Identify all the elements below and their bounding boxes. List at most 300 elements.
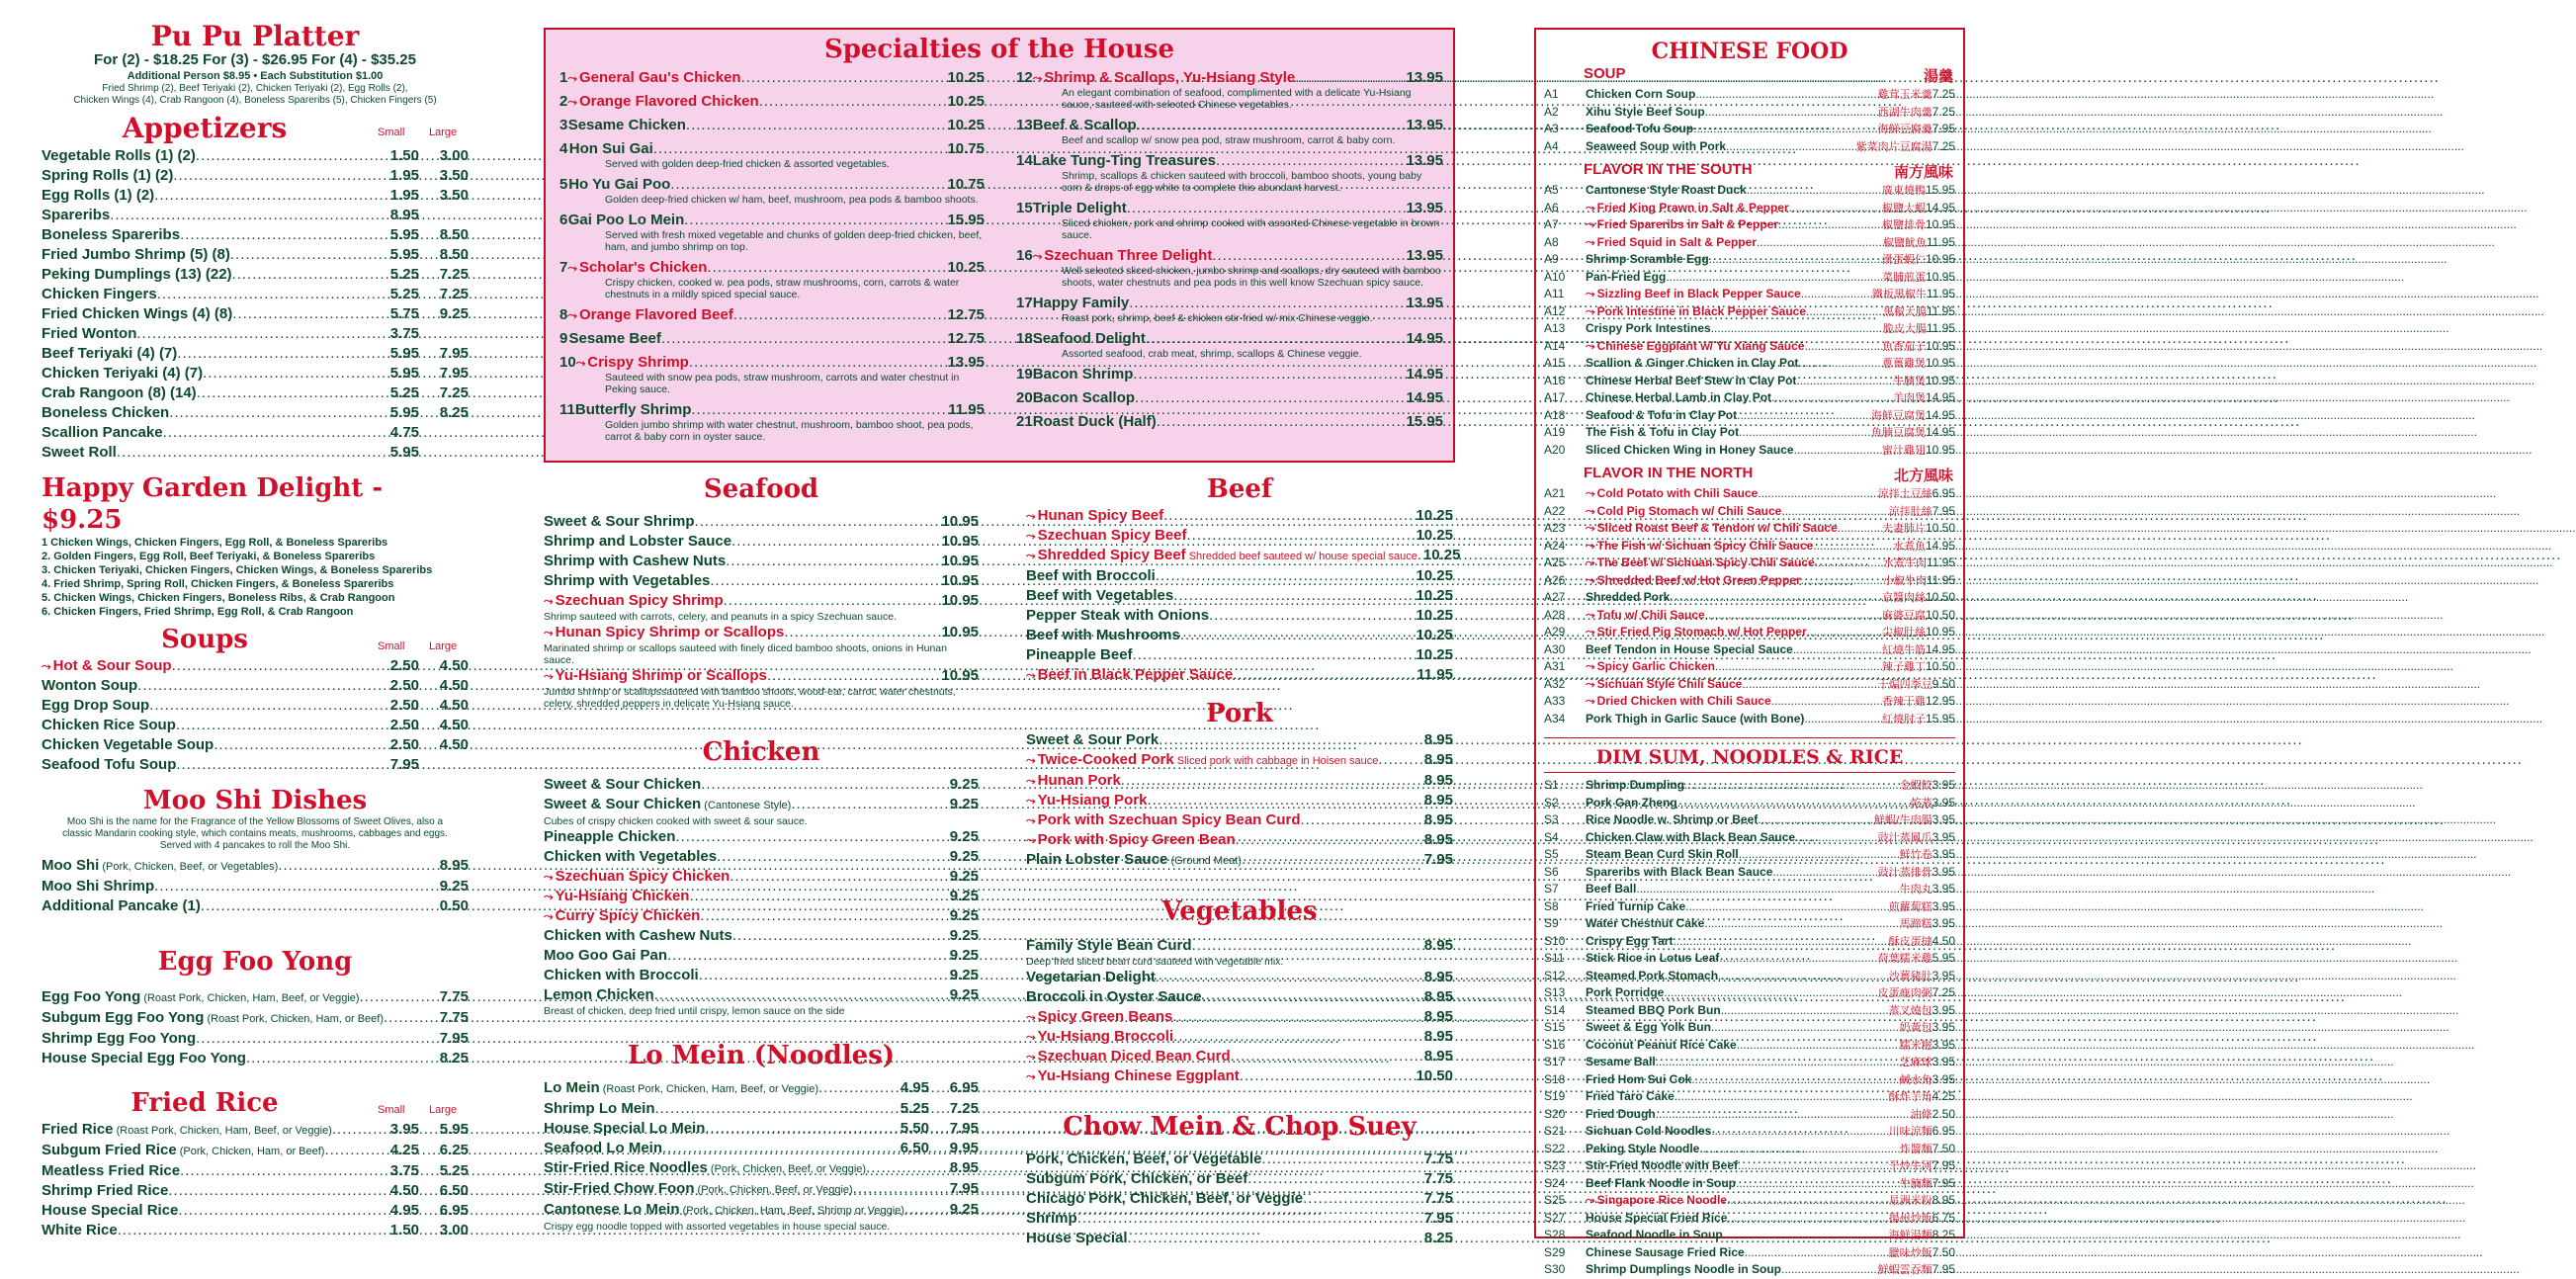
menu-item-row: [1544, 607, 1955, 625]
item-name-text: Orange Flavored Chicken: [578, 93, 759, 110]
item-code: A1: [1544, 87, 1559, 101]
item-name-text: Hunan Spicy Beef: [1037, 507, 1164, 524]
leader-dots: [1721, 1002, 1887, 1019]
item-name-text: Steamed Pork Stomach: [1586, 968, 1719, 982]
item-name-text: Beef with Mushrooms: [1026, 627, 1180, 643]
item-chinese-name: 水煮魚: [1892, 539, 1926, 553]
item-price: 10.95: [1925, 269, 1955, 284]
item-price: 10.95: [1925, 252, 1955, 266]
leader-dots: [667, 946, 950, 966]
menu-item-row: [1026, 1169, 1453, 1189]
item-price-small: 1.95: [389, 167, 419, 184]
leader-dots: [110, 206, 390, 225]
chinese-food-box: [1534, 28, 1965, 1276]
item-price-small: 5.25: [389, 266, 419, 283]
menu-item-row: [544, 571, 979, 591]
menu-item-row: [544, 623, 979, 642]
item-name-text: Beef in Black Pepper Sauce: [1037, 666, 1234, 683]
item-price-large: 6.50: [439, 1182, 469, 1199]
item-name: [1586, 138, 1726, 155]
item-name-text: Steam Bean Curd Skin Roll: [1586, 847, 1739, 861]
item-price: 12.75: [947, 306, 985, 323]
menu-item-row: [42, 755, 469, 775]
vegetables-title: Vegetables: [1161, 896, 1318, 926]
leader-dots: [1711, 1123, 1886, 1140]
leader-dots: [1192, 936, 1424, 956]
leader-dots: [136, 324, 389, 344]
item-name-text: Shrimp Scramble Egg: [1586, 252, 1709, 266]
menu-item-row: [42, 166, 469, 186]
item-name: [42, 856, 278, 877]
leader-dots: [118, 1221, 390, 1240]
item-chinese-name: 芝麻球: [1899, 1056, 1932, 1068]
item-price: 10.95: [941, 624, 979, 640]
item-chinese-name: 奶黃包: [1899, 1021, 1932, 1034]
item-price: 10.25: [1416, 507, 1453, 524]
item-name-text: Shrimp: [1026, 1210, 1077, 1227]
item-price: 8.25: [1423, 1230, 1453, 1246]
item-description: Golden jumbo shrimp with water chestnut, mushroom, bamboo shoot, pea pods, carrot & baby corn in oyster sauce.: [605, 419, 974, 443]
item-name: [1026, 968, 1156, 987]
item-code: A12: [1544, 303, 1566, 318]
item-name-text: Butterfly Shrimp: [574, 401, 692, 418]
item-code: S5: [1544, 847, 1559, 861]
item-price-small: 5.25: [900, 1100, 929, 1117]
leader-dots: [1159, 730, 1424, 750]
item-name: [1586, 286, 1801, 302]
item-description: Well selected sliced chicken, jumbo shrimp and scallops, dry sauteed with bamboo shoots, water chestnuts and pea pods in this well know Szechuan spicy sauce.: [1062, 265, 1441, 289]
leader-dots: [707, 259, 947, 277]
item-name-text: The Fish & Tofu in Clay Pot: [1586, 425, 1740, 439]
item-name-text: Crispy Shrimp: [587, 354, 689, 371]
leader-dots: [117, 443, 390, 463]
chili-pepper-icon: ⤳: [1026, 529, 1036, 543]
item-note: (Pork, Chicken, Beef, or Veggie): [707, 1163, 867, 1175]
item-name-text: Shredded Beef w/ Hot Green Pepper: [1596, 572, 1801, 587]
item-name-text: Beef with Broccoli: [1026, 567, 1156, 584]
leader-dots: [1719, 950, 1875, 967]
item-code: A2: [1544, 104, 1559, 119]
leader-dots: [1771, 693, 1880, 710]
leader-dots: [176, 716, 390, 735]
leader-dots: [196, 146, 390, 166]
menu-item-row: [1544, 389, 1955, 407]
item-price-large: 5.25: [439, 1162, 469, 1179]
item-name-text: Spicy Green Beans: [1037, 1008, 1173, 1025]
menu-item-row: [1544, 881, 1955, 898]
chili-pepper-icon: ⤳: [567, 261, 577, 275]
item-name-text: Sesame Chicken: [567, 117, 686, 133]
item-price: 8.95: [439, 857, 469, 874]
beef-list: [1026, 506, 1461, 685]
item-name: [544, 552, 726, 571]
pupu-desc-2: Chicken Wings (4), Crab Rangoon (4), Boneless Spareribs (5), Chicken Fingers (5): [73, 95, 437, 106]
item-name-text: House Special Fried Rice: [1586, 1210, 1728, 1225]
item-price: 13.95: [1406, 117, 1443, 133]
leader-dots: [1147, 791, 1423, 810]
item-name: [1586, 777, 1684, 794]
item-chinese-name: 水煮牛肉: [1882, 556, 1927, 569]
item-price: 4.25: [1932, 1089, 1955, 1103]
item-name-text: Happy Family: [1032, 295, 1130, 311]
item-name: [42, 364, 203, 384]
item-name: [42, 423, 163, 443]
chowmein-title: Chow Mein & Chop Suey: [1063, 1112, 1417, 1142]
item-name-text: Pork Thigh in Garlic Sauce (with Bone): [1586, 711, 1805, 725]
item-name: [1586, 1071, 1691, 1088]
item-price: 13.95: [1406, 247, 1443, 264]
item-name-text: Scholar's Chicken: [578, 259, 708, 276]
item-name: [1586, 407, 1737, 424]
item-price: 5.95: [1932, 951, 1955, 965]
item-name: [568, 117, 686, 134]
item-code: S8: [1544, 898, 1559, 913]
item-name-text: Chicken Rice Soup: [42, 717, 176, 733]
item-name: [42, 676, 137, 696]
menu-item-row: [544, 532, 979, 552]
item-name: [1586, 1192, 1727, 1209]
item-name: [1586, 1123, 1711, 1140]
item-name-text: Chicken with Vegetables: [544, 848, 718, 865]
item-name: [1026, 1189, 1303, 1209]
item-price-large: 8.50: [439, 226, 469, 243]
item-code: S27: [1544, 1210, 1566, 1225]
item-price-small: 5.95: [389, 365, 419, 382]
item-name-text: Additional Pancake (1): [42, 897, 201, 914]
leader-dots: [1804, 711, 1880, 727]
menu-item-row: [42, 443, 469, 463]
leader-dots: [1695, 86, 1875, 103]
item-price: 3.95: [1932, 1037, 1955, 1052]
leader-dots: [384, 1008, 440, 1028]
leader-dots: [1666, 269, 1880, 286]
item-chinese-name: 蔥薑雞煲: [1881, 357, 1926, 370]
chili-pepper-icon: ⤳: [42, 659, 51, 673]
menu-item-row: [1544, 1244, 1955, 1262]
item-name: [42, 1008, 384, 1029]
item-price: 9.25: [949, 828, 979, 845]
chili-pepper-icon: ⤳: [1586, 1193, 1595, 1207]
chili-pepper-icon: ⤳: [544, 909, 554, 923]
leader-dots: [1781, 1261, 1876, 1278]
item-name: [1033, 69, 1296, 87]
menu-item-row: [1026, 1189, 1453, 1209]
item-price: 10.95: [1925, 442, 1955, 457]
menu-item-row: [1016, 389, 1443, 407]
leader-dots: [1711, 1019, 1898, 1036]
chicken-title: Chicken: [702, 737, 820, 767]
item-code: S3: [1544, 812, 1559, 826]
item-price-large: 6.95: [439, 1202, 469, 1219]
leader-dots: [767, 666, 942, 686]
item-price: 12.95: [1925, 694, 1955, 708]
item-price: 10.50: [1416, 1067, 1453, 1084]
appetizers-list: [42, 146, 469, 463]
item-chinese-name: 荷葉糯米雞: [1877, 952, 1932, 965]
chili-pepper-icon: ⤳: [1026, 813, 1036, 827]
item-price: 10.25: [1422, 547, 1461, 563]
item-price: 3.95: [1932, 864, 1955, 879]
leader-dots: [1133, 645, 1417, 665]
menu-item-row: [1544, 1002, 1955, 1020]
chili-pepper-icon: ⤳: [1586, 659, 1595, 673]
leader-dots: [1303, 1189, 1424, 1209]
item-name: [42, 225, 180, 245]
item-name: [1586, 1157, 1738, 1174]
item-price: 13.95: [1406, 200, 1443, 216]
item-price: 3.95: [1932, 1055, 1955, 1068]
item-name: [1026, 830, 1236, 850]
chili-pepper-icon: ⤳: [1026, 668, 1036, 682]
leader-dots: [1739, 846, 1898, 863]
chili-pepper-icon: ⤳: [1026, 753, 1036, 767]
item-name-text: Stir-Fried Rice Noodles: [544, 1159, 708, 1176]
item-note: (Roast Pork, Chicken, Ham, Beef, or Veggie): [599, 1083, 818, 1095]
leader-dots: [675, 827, 949, 847]
item-name: [1026, 1209, 1077, 1229]
column-middle-right: [1026, 472, 1461, 1248]
menu-item-row: [1026, 830, 1453, 850]
item-price: 10.95: [941, 513, 979, 530]
item-name: [1026, 606, 1209, 626]
leader-dots: [759, 93, 948, 111]
menu-item-row: [1544, 138, 1955, 156]
menu-item-row: [1016, 330, 1443, 348]
item-name-text: Seafood Delight: [1032, 330, 1146, 347]
item-name: [544, 1179, 853, 1200]
leader-dots: [1137, 117, 1407, 134]
item-chinese-name: 星洲米粉: [1888, 1194, 1932, 1207]
item-price-large: 4.50: [439, 717, 469, 733]
item-code: A6: [1544, 200, 1559, 214]
item-name-text: Twice-Cooked Pork: [1037, 751, 1174, 768]
item-name-text: Fried Turnip Cake: [1586, 898, 1686, 913]
item-code: S13: [1544, 985, 1566, 999]
item-price: 9.25: [949, 868, 979, 885]
item-name: [544, 591, 724, 611]
leader-dots: [1163, 506, 1416, 526]
item-name-text: Cold Potato with Chili Sauce: [1596, 486, 1759, 500]
item-number: 20: [1016, 389, 1033, 406]
menu-item-row: [1544, 200, 1955, 217]
item-name: [1586, 881, 1636, 897]
item-price: 11.95: [948, 401, 985, 418]
item-name: [42, 285, 157, 304]
item-chinese-name: 牛腩煲: [1892, 374, 1926, 387]
item-code: S20: [1544, 1106, 1566, 1121]
item-chinese-name: 涼拌土豆絲: [1877, 487, 1932, 500]
menu-item-row: [42, 716, 469, 735]
item-chinese-name: 豉汁蒸鳳爪: [1877, 830, 1932, 844]
item-price-large: 7.25: [439, 384, 469, 401]
menu-item-row: [544, 887, 979, 906]
menu-item-row: [1544, 407, 1955, 425]
leader-dots: [230, 245, 390, 265]
chili-pepper-icon: ⤳: [1586, 486, 1595, 500]
pupu-desc-1: Fried Shrimp (2), Beef Teriyaki (2), Chicken Teriyaki (2), Egg Rolls (2),: [102, 83, 408, 94]
item-name: [1026, 506, 1163, 526]
menu-item-row: [1026, 1047, 1453, 1066]
item-name: [1586, 1037, 1737, 1054]
item-name: [1586, 251, 1709, 268]
item-code: A17: [1544, 390, 1566, 404]
item-price-small: 1.50: [389, 1222, 419, 1238]
chowmein-list: [1026, 1150, 1453, 1248]
delight-title: Happy Garden Delight - $9.25: [42, 473, 384, 535]
item-name: [1026, 1169, 1247, 1189]
leader-dots: [1838, 520, 1880, 537]
menu-item-row: [42, 987, 469, 1008]
item-name: [42, 1029, 196, 1049]
item-name: [1586, 898, 1685, 915]
item-chinese-name: 牛腩麵: [1899, 1176, 1932, 1190]
item-name-text: Sweet & Sour Pork: [1026, 731, 1159, 748]
menu-item-row: [42, 225, 469, 245]
menu-item-row: [1026, 850, 1453, 871]
item-name: [42, 1049, 246, 1068]
chili-pepper-icon: ⤳: [1586, 503, 1595, 518]
item-name: [1026, 1066, 1240, 1086]
leader-dots: [332, 1120, 390, 1140]
menu-item-row: [559, 140, 985, 158]
item-price: 9.25: [439, 878, 469, 895]
item-price: 7.25: [1932, 87, 1955, 101]
north-subtitle-zh: 北方風味: [1893, 467, 1953, 484]
item-name: [1586, 200, 1789, 216]
leader-dots: [1715, 658, 1880, 675]
item-price: 6.95: [1932, 1124, 1955, 1138]
leader-dots: [1736, 1175, 1898, 1192]
leader-dots: [1173, 586, 1416, 606]
item-price: 9.25: [949, 927, 979, 944]
delight-combo: 4. Fried Shrimp, Spring Roll, Chicken Fingers, & Boneless Spareribs: [42, 578, 394, 590]
item-price-large: 8.50: [439, 246, 469, 263]
leader-dots: [1815, 554, 1881, 571]
item-name-text: Pork with Spicy Green Bean: [1037, 831, 1236, 848]
menu-item-row: [42, 1141, 469, 1161]
item-name: [1586, 607, 1705, 624]
item-price: 8.95: [1423, 751, 1453, 768]
item-price: 8.95: [1423, 811, 1453, 828]
item-note: (Cantonese Style): [701, 800, 792, 811]
item-name-text: Hon Sui Gai: [568, 140, 653, 157]
item-name: [42, 1181, 168, 1201]
menu-item-row: [1544, 485, 1955, 503]
item-price: 8.95: [1423, 969, 1453, 985]
item-price: 10.25: [1416, 567, 1453, 584]
item-chinese-name: 紅燒肘子: [1881, 712, 1926, 725]
menu-item-row: [1016, 117, 1443, 134]
leader-dots: [1656, 1106, 1909, 1123]
chicken-list: [544, 775, 979, 1017]
item-name: [544, 1078, 818, 1099]
item-price: 10.50: [1925, 659, 1955, 673]
item-name: [1586, 1088, 1674, 1105]
item-name: [42, 344, 177, 364]
item-code: A24: [1544, 538, 1566, 553]
item-price-large: 6.25: [439, 1142, 469, 1158]
item-price-small: 8.95: [389, 207, 419, 223]
item-price: 9.25: [949, 907, 979, 924]
item-price: 12.75: [947, 330, 985, 347]
menu-item-row: [1544, 104, 1955, 122]
item-name: [42, 206, 110, 225]
chinese-north-list: [1536, 485, 1963, 727]
item-price: 7.95: [1423, 851, 1453, 868]
item-name-text: Fried Wonton: [42, 325, 137, 342]
item-price: 14.95: [1406, 389, 1443, 406]
item-name: [42, 265, 232, 285]
item-name: [1586, 121, 1693, 137]
item-name-text: Fried Rice: [42, 1121, 114, 1138]
item-name: [1026, 586, 1173, 606]
item-name: [1026, 791, 1147, 810]
leader-dots: [169, 403, 390, 423]
menu-item-row: [1544, 693, 1955, 711]
menu-item-row: [544, 847, 979, 867]
item-price: 14.95: [1925, 390, 1955, 404]
item-name-text: Spicy Garlic Chicken: [1596, 659, 1715, 673]
column-left: [42, 0, 469, 1240]
item-chinese-name: 羊肉煲: [1892, 391, 1926, 404]
menu-item-row: [42, 1201, 469, 1221]
menu-item-row: [1026, 1209, 1453, 1229]
item-name-text: Crab Rangoon (8) (14): [42, 384, 197, 401]
menu-item-row: [544, 1200, 979, 1221]
leader-dots: [1758, 485, 1875, 502]
item-price: 14.95: [1925, 425, 1955, 439]
item-price: 15.95: [1925, 711, 1955, 725]
chili-pepper-icon: ⤳: [1586, 538, 1595, 553]
item-number: 8: [559, 306, 568, 323]
item-chinese-name: 馬蹄糕: [1899, 917, 1932, 930]
item-name-text: Pork, Chicken, Beef, or Vegetable: [1026, 1151, 1262, 1167]
item-name-text: Peking Dumplings (13) (22): [42, 266, 232, 283]
item-name: [1026, 546, 1417, 566]
item-price: 11.95: [1926, 321, 1955, 335]
item-name: [544, 966, 699, 985]
item-name: [1586, 554, 1815, 571]
item-code: A4: [1544, 138, 1559, 153]
item-name: [544, 1158, 866, 1179]
item-price-small: 6.50: [900, 1140, 929, 1156]
item-name-text: Chicken Corn Soup: [1586, 87, 1696, 101]
item-chinese-name: 酥炸芋角: [1888, 1090, 1932, 1103]
item-name: [1586, 624, 1807, 640]
item-name: [42, 403, 169, 423]
leader-dots: [1146, 330, 1407, 348]
leader-dots: [1172, 1007, 1423, 1027]
item-name-text: Broccoli in Oyster Sauce: [1026, 988, 1202, 1005]
menu-item-row: [1544, 182, 1955, 200]
menu-item-row: [1544, 968, 1955, 985]
item-chinese-name: 尖椒肚絲: [1881, 626, 1926, 639]
item-code: A3: [1544, 122, 1559, 135]
item-name: [1586, 104, 1705, 121]
menu-item-row: [1544, 933, 1955, 951]
leader-dots: [1691, 1071, 1897, 1088]
leader-dots: [1656, 1054, 1898, 1070]
item-name: [1586, 485, 1758, 502]
leader-dots: [172, 656, 390, 676]
item-number: 7: [559, 259, 568, 276]
mooshi-desc: Moo Shi is the name for the Fragrance of the Yellow Blossoms of Sweet Olives, also a classic Mandarin cooking style, which contains meats, mushrooms, cabbages and eggs. Served with 4 pancakes to roll the Moo Shi.: [62, 816, 448, 851]
item-price-small: 5.50: [900, 1120, 929, 1137]
chili-pepper-icon: ⤳: [1586, 555, 1595, 569]
soups-large-label: Large: [429, 640, 458, 652]
menu-item-row: [1544, 1054, 1955, 1071]
leader-dots: [163, 423, 390, 443]
